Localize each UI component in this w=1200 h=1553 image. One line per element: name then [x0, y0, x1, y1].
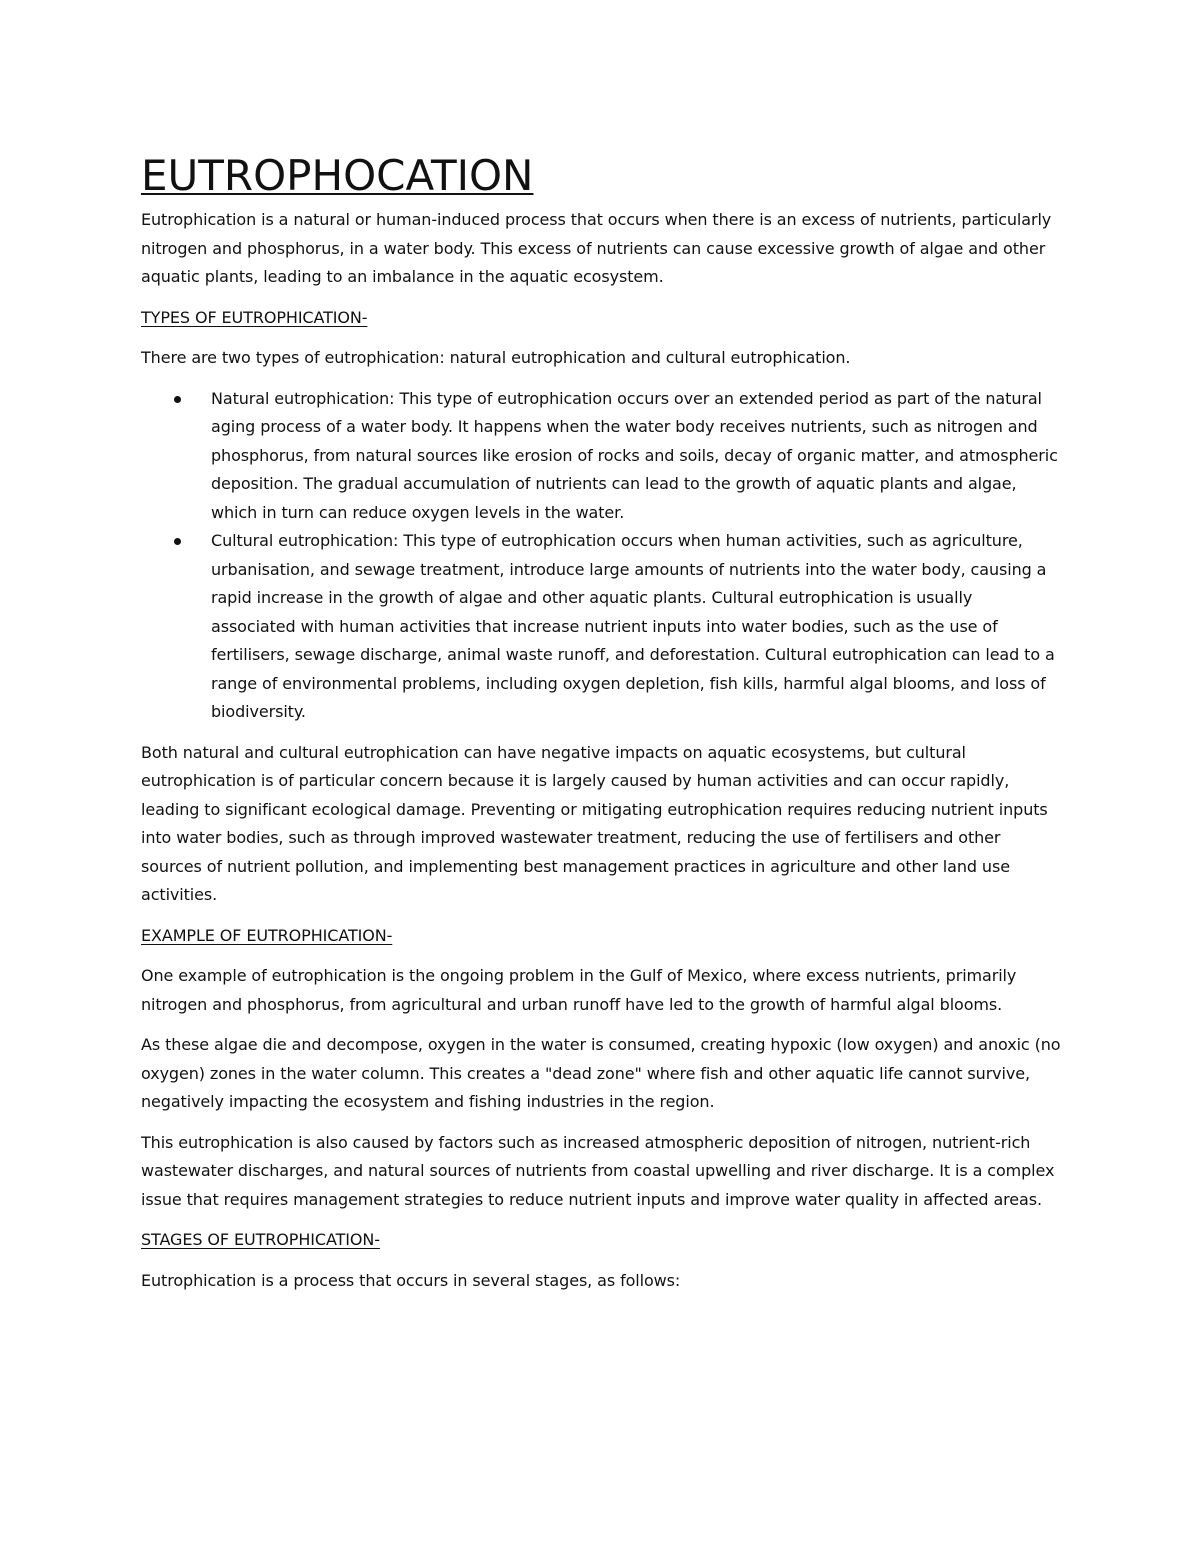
document-title: EUTROPHOCATION — [141, 151, 534, 200]
list-item — [141, 527, 1061, 727]
bullet-text: Natural eutrophication: This type of eutrophication occurs over an extended period as part of the natural aging process of a water body. It happens when the water body receives nutrients, such as nitrogen and phosphorus, from natural sources like erosion of rocks and soils, decay of organic matter, and atmospheric deposition. The gradual accumulation of nutrients can lead to the growth of aquatic plants and algae, which in turn can reduce oxygen levels in the water. — [211, 388, 1058, 522]
example-paragraph-1: One example of eutrophication is the ongoing problem in the Gulf of Mexico, where excess nutrients, primarily nitrogen and phosphorus, from agricultural and urban runoff have led to the growth of harmful algal blooms. — [141, 966, 1017, 1014]
bullet-icon — [174, 396, 181, 403]
types-heading: TYPES OF EUTROPHICATION- — [141, 307, 368, 327]
types-intro-paragraph: There are two types of eutrophication: natural eutrophication and cultural eutrophication. — [141, 348, 851, 367]
intro-paragraph: Eutrophication is a natural or human-induced process that occurs when there is an excess of nutrients, particularly nitrogen and phosphorus, in a water body. This excess of nutrients can cause excessive growth of algae and other aquatic plants, leading to an imbalance in the aquatic ecosystem. — [141, 210, 1052, 286]
bullet-text: Cultural eutrophication: This type of eutrophication occurs when human activities, such as agriculture, urbanisation, and sewage treatment, introduce large amounts of nutrients into the water body, causing a rapid increase in the growth of algae and other aquatic plants. Cultural eutrophication is usually associated with human activities that increase nutrient inputs into water bodies, such as the use of fertilisers, sewage discharge, animal waste runoff, and deforestation. Cultural eutrophication can lead to a range of environmental problems, including oxygen depletion, fish kills, harmful algal blooms, and loss of biodiversity. — [211, 531, 1055, 721]
bullet-icon — [174, 538, 181, 545]
stages-heading: STAGES OF EUTROPHICATION- — [141, 1230, 380, 1249]
example-heading: EXAMPLE OF EUTROPHICATION- — [141, 925, 393, 945]
example-paragraph-3: This eutrophication is also caused by factors such as increased atmospheric deposition of nitrogen, nutrient-rich wastewater discharges, and natural sources of nutrients from coastal upwelling and river discharge. It is a complex issue that requires management strategies to reduce nutrient inputs and improve water quality in affected areas. — [141, 1132, 1055, 1209]
types-bullet-list — [141, 385, 1061, 727]
stages-intro-paragraph: Eutrophication is a process that occurs in several stages, as follows: — [141, 1270, 681, 1290]
list-item — [141, 385, 1061, 528]
example-paragraph-2: As these algae die and decompose, oxygen in the water is consumed, creating hypoxic (low oxygen) and anoxic (no oxygen) zones in the water column. This creates a "dead zone" where fish and other aquatic life cannot survive, negatively impacting the ecosystem and fishing industries in the region. — [141, 1035, 1061, 1111]
document-page — [141, 146, 1061, 1295]
both-paragraph: Both natural and cultural eutrophication can have negative impacts on aquatic ecosystems, but cultural eutrophication is of particular concern because it is largely caused by human activities and can occur rapidly, leading to significant ecological damage. Preventing or mitigating eutrophication requires reducing nutrient inputs into water bodies, such as through improved wastewater treatment, reducing the use of fertilisers and other sources of nutrient pollution, and implementing best management practices in agriculture and other land use activities. — [141, 742, 1048, 904]
